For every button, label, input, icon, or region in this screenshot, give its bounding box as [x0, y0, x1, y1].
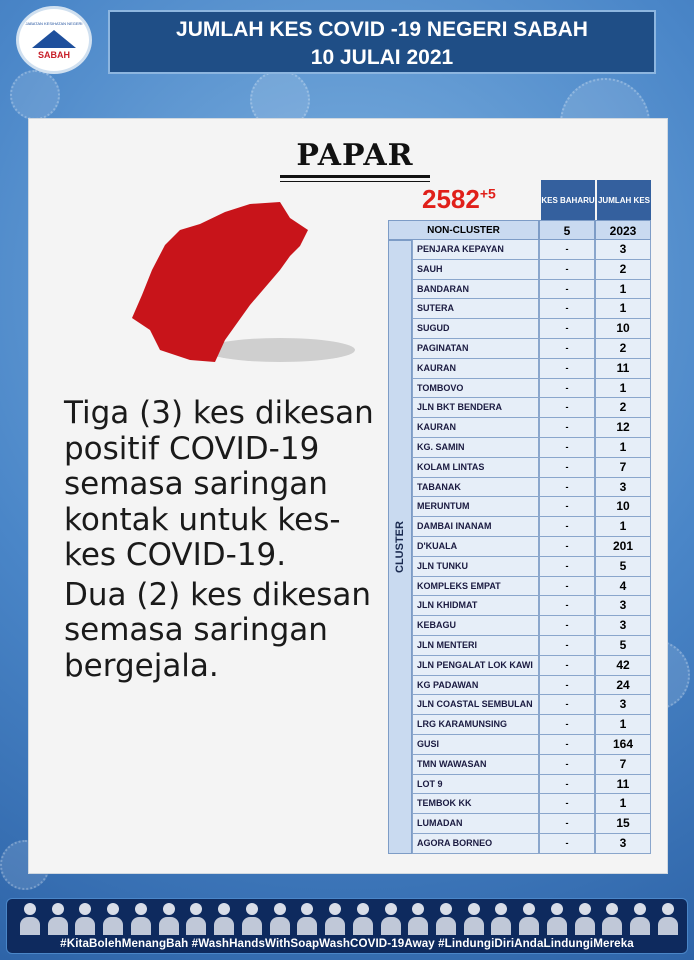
cluster-name: JLN KHIDMAT — [412, 596, 539, 616]
cluster-jumlah: 2 — [595, 339, 651, 359]
cluster-baharu: - — [539, 735, 595, 755]
cluster-jumlah: 10 — [595, 319, 651, 339]
cluster-jumlah: 1 — [595, 280, 651, 300]
cluster-jumlah: 1 — [595, 379, 651, 399]
table-row — [412, 339, 651, 359]
cluster-name: KEBAGU — [412, 616, 539, 636]
table-row — [412, 379, 651, 399]
person-icon — [463, 901, 485, 935]
table-row — [412, 794, 651, 814]
person-icon — [185, 901, 207, 935]
cluster-baharu: - — [539, 418, 595, 438]
table-row — [412, 517, 651, 537]
cluster-table — [412, 240, 651, 854]
cluster-name: DAMBAI INANAM — [412, 517, 539, 537]
person-icon — [19, 901, 41, 935]
cluster-name: KOMPLEKS EMPAT — [412, 577, 539, 597]
cluster-jumlah: 3 — [595, 478, 651, 498]
cluster-name: JLN BKT BENDERA — [412, 398, 539, 418]
cluster-baharu: - — [539, 299, 595, 319]
cluster-baharu: - — [539, 695, 595, 715]
table-row — [412, 280, 651, 300]
cluster-name: JLN PENGALAT LOK KAWI — [412, 656, 539, 676]
description-para2: Dua (2) kes dikesan semasa saringan bergejala. — [64, 576, 372, 684]
table-row — [412, 735, 651, 755]
cluster-jumlah: 1 — [595, 517, 651, 537]
table-row — [412, 359, 651, 379]
noncluster-baharu: 5 — [539, 220, 595, 240]
cluster-jumlah: 3 — [595, 616, 651, 636]
cluster-baharu: - — [539, 834, 595, 854]
cluster-jumlah: 11 — [595, 775, 651, 795]
cluster-baharu: - — [539, 596, 595, 616]
district-map-icon — [130, 200, 360, 365]
header-date: 10 JULAI 2021 — [310, 46, 454, 69]
table-row — [412, 596, 651, 616]
table-row — [412, 260, 651, 280]
cluster-baharu: - — [539, 676, 595, 696]
cluster-name: SUTERA — [412, 299, 539, 319]
cluster-jumlah: 5 — [595, 636, 651, 656]
cluster-name: LUMADAN — [412, 814, 539, 834]
district-map-shape — [132, 202, 308, 362]
cluster-baharu: - — [539, 517, 595, 537]
cluster-baharu: - — [539, 775, 595, 795]
cluster-name: D'KUALA — [412, 537, 539, 557]
cluster-name: KG. SAMIN — [412, 438, 539, 458]
table-row — [412, 577, 651, 597]
table-row — [412, 299, 651, 319]
person-icon — [352, 901, 374, 935]
cluster-baharu: - — [539, 438, 595, 458]
cluster-baharu: - — [539, 240, 595, 260]
cluster-baharu: - — [539, 557, 595, 577]
page-header — [108, 10, 656, 74]
cluster-name: JLN COASTAL SEMBULAN — [412, 695, 539, 715]
table-row — [412, 814, 651, 834]
person-icon — [546, 901, 568, 935]
table-row — [412, 557, 651, 577]
cluster-baharu: - — [539, 656, 595, 676]
table-row — [412, 834, 651, 854]
virus-decoration — [10, 70, 60, 120]
cluster-baharu: - — [539, 537, 595, 557]
mountain-icon — [32, 30, 76, 48]
column-header-kes-baharu: KES BAHARU — [541, 180, 595, 220]
cluster-jumlah: 11 — [595, 359, 651, 379]
cluster-baharu: - — [539, 715, 595, 735]
cluster-name: KOLAM LINTAS — [412, 458, 539, 478]
cluster-baharu: - — [539, 339, 595, 359]
cluster-baharu: - — [539, 379, 595, 399]
cluster-name: MERUNTUM — [412, 497, 539, 517]
description-para1: Tiga (3) kes dikesan positif COVID-19 semasa saringan kontak untuk kes-kes COVID-19. — [64, 395, 374, 573]
cluster-baharu: - — [539, 577, 595, 597]
cluster-name: PAGINATAN — [412, 339, 539, 359]
person-icon — [213, 901, 235, 935]
cluster-baharu: - — [539, 636, 595, 656]
total-cases — [422, 184, 496, 215]
total-increase: +5 — [479, 185, 496, 202]
cluster-side-label — [388, 240, 412, 854]
cluster-name: PENJARA KEPAYAN — [412, 240, 539, 260]
cluster-baharu: - — [539, 755, 595, 775]
person-icon — [158, 901, 180, 935]
cluster-baharu: - — [539, 794, 595, 814]
cluster-jumlah: 15 — [595, 814, 651, 834]
cluster-jumlah: 3 — [595, 695, 651, 715]
person-icon — [74, 901, 96, 935]
cluster-jumlah: 4 — [595, 577, 651, 597]
table-row — [412, 715, 651, 735]
footer-banner — [6, 898, 688, 954]
case-description — [64, 396, 384, 688]
table-row — [412, 676, 651, 696]
cluster-jumlah: 10 — [595, 497, 651, 517]
cluster-jumlah: 42 — [595, 656, 651, 676]
cluster-jumlah: 164 — [595, 735, 651, 755]
cluster-baharu: - — [539, 359, 595, 379]
cluster-name: KAURAN — [412, 418, 539, 438]
table-row — [412, 458, 651, 478]
cluster-jumlah: 5 — [595, 557, 651, 577]
person-icon — [518, 901, 540, 935]
footer-hashtags: #KitaBolehMenangBah #WashHandsWithSoapWashCOVID-19Away #LindungiDiriAndaLindungiMereka — [60, 937, 634, 950]
cluster-jumlah: 2 — [595, 260, 651, 280]
cluster-name: LOT 9 — [412, 775, 539, 795]
cluster-jumlah: 7 — [595, 755, 651, 775]
table-row — [412, 418, 651, 438]
cluster-baharu: - — [539, 478, 595, 498]
cluster-name: AGORA BORNEO — [412, 834, 539, 854]
cluster-baharu: - — [539, 260, 595, 280]
cluster-jumlah: 24 — [595, 676, 651, 696]
cluster-jumlah: 1 — [595, 715, 651, 735]
table-row — [412, 438, 651, 458]
map-shadow — [205, 338, 355, 362]
cluster-name: TMN WAWASAN — [412, 755, 539, 775]
cluster-jumlah: 3 — [595, 596, 651, 616]
cluster-baharu: - — [539, 458, 595, 478]
table-row — [412, 478, 651, 498]
cluster-jumlah: 1 — [595, 299, 651, 319]
table-row — [412, 537, 651, 557]
person-icon — [657, 901, 679, 935]
cluster-name: SAUH — [412, 260, 539, 280]
person-icon — [601, 901, 623, 935]
table-row — [412, 616, 651, 636]
person-icon — [490, 901, 512, 935]
person-icon — [324, 901, 346, 935]
table-row — [412, 755, 651, 775]
person-icon — [407, 901, 429, 935]
person-icon — [380, 901, 402, 935]
cluster-label: CLUSTER — [394, 521, 407, 573]
table-row — [412, 497, 651, 517]
cluster-jumlah: 1 — [595, 438, 651, 458]
table-row — [412, 695, 651, 715]
people-icons — [19, 901, 679, 937]
person-icon — [435, 901, 457, 935]
total-value: 2582 — [422, 184, 480, 214]
cluster-jumlah: 7 — [595, 458, 651, 478]
table-row — [412, 240, 651, 260]
district-title: PAPAR — [280, 138, 430, 178]
sabah-logo — [16, 6, 92, 74]
logo-subtext: JABATAN KESIHATAN NEGERI — [25, 20, 83, 26]
cluster-name: KG PADAWAN — [412, 676, 539, 696]
person-icon — [574, 901, 596, 935]
person-icon — [296, 901, 318, 935]
cluster-name: TEMBOK KK — [412, 794, 539, 814]
header-title: JUMLAH KES COVID -19 NEGERI SABAH — [176, 18, 588, 41]
cluster-baharu: - — [539, 398, 595, 418]
person-icon — [269, 901, 291, 935]
table-row — [412, 319, 651, 339]
cluster-name: LRG KARAMUNSING — [412, 715, 539, 735]
column-header-jumlah-kes: JUMLAH KES — [597, 180, 651, 220]
noncluster-jumlah: 2023 — [595, 220, 651, 240]
cluster-baharu: - — [539, 280, 595, 300]
person-icon — [102, 901, 124, 935]
noncluster-name: NON-CLUSTER — [388, 220, 539, 240]
person-icon — [47, 901, 69, 935]
cluster-name: TOMBOVO — [412, 379, 539, 399]
person-icon — [241, 901, 263, 935]
cluster-baharu: - — [539, 616, 595, 636]
cluster-jumlah: 3 — [595, 240, 651, 260]
cluster-name: JLN MENTERI — [412, 636, 539, 656]
cluster-name: KAURAN — [412, 359, 539, 379]
person-icon — [130, 901, 152, 935]
cluster-name: JLN TUNKU — [412, 557, 539, 577]
person-icon — [629, 901, 651, 935]
cluster-name: GUSI — [412, 735, 539, 755]
cluster-name: TABANAK — [412, 478, 539, 498]
cluster-baharu: - — [539, 319, 595, 339]
noncluster-row — [388, 220, 651, 240]
cluster-baharu: - — [539, 814, 595, 834]
cluster-jumlah: 1 — [595, 794, 651, 814]
table-row — [412, 636, 651, 656]
logo-text: SABAH — [37, 49, 70, 60]
cluster-jumlah: 3 — [595, 834, 651, 854]
cluster-name: BANDARAN — [412, 280, 539, 300]
cluster-baharu: - — [539, 497, 595, 517]
cluster-jumlah: 2 — [595, 398, 651, 418]
cluster-jumlah: 12 — [595, 418, 651, 438]
table-row — [412, 775, 651, 795]
table-row — [412, 656, 651, 676]
cluster-jumlah: 201 — [595, 537, 651, 557]
table-row — [412, 398, 651, 418]
cluster-name: SUGUD — [412, 319, 539, 339]
